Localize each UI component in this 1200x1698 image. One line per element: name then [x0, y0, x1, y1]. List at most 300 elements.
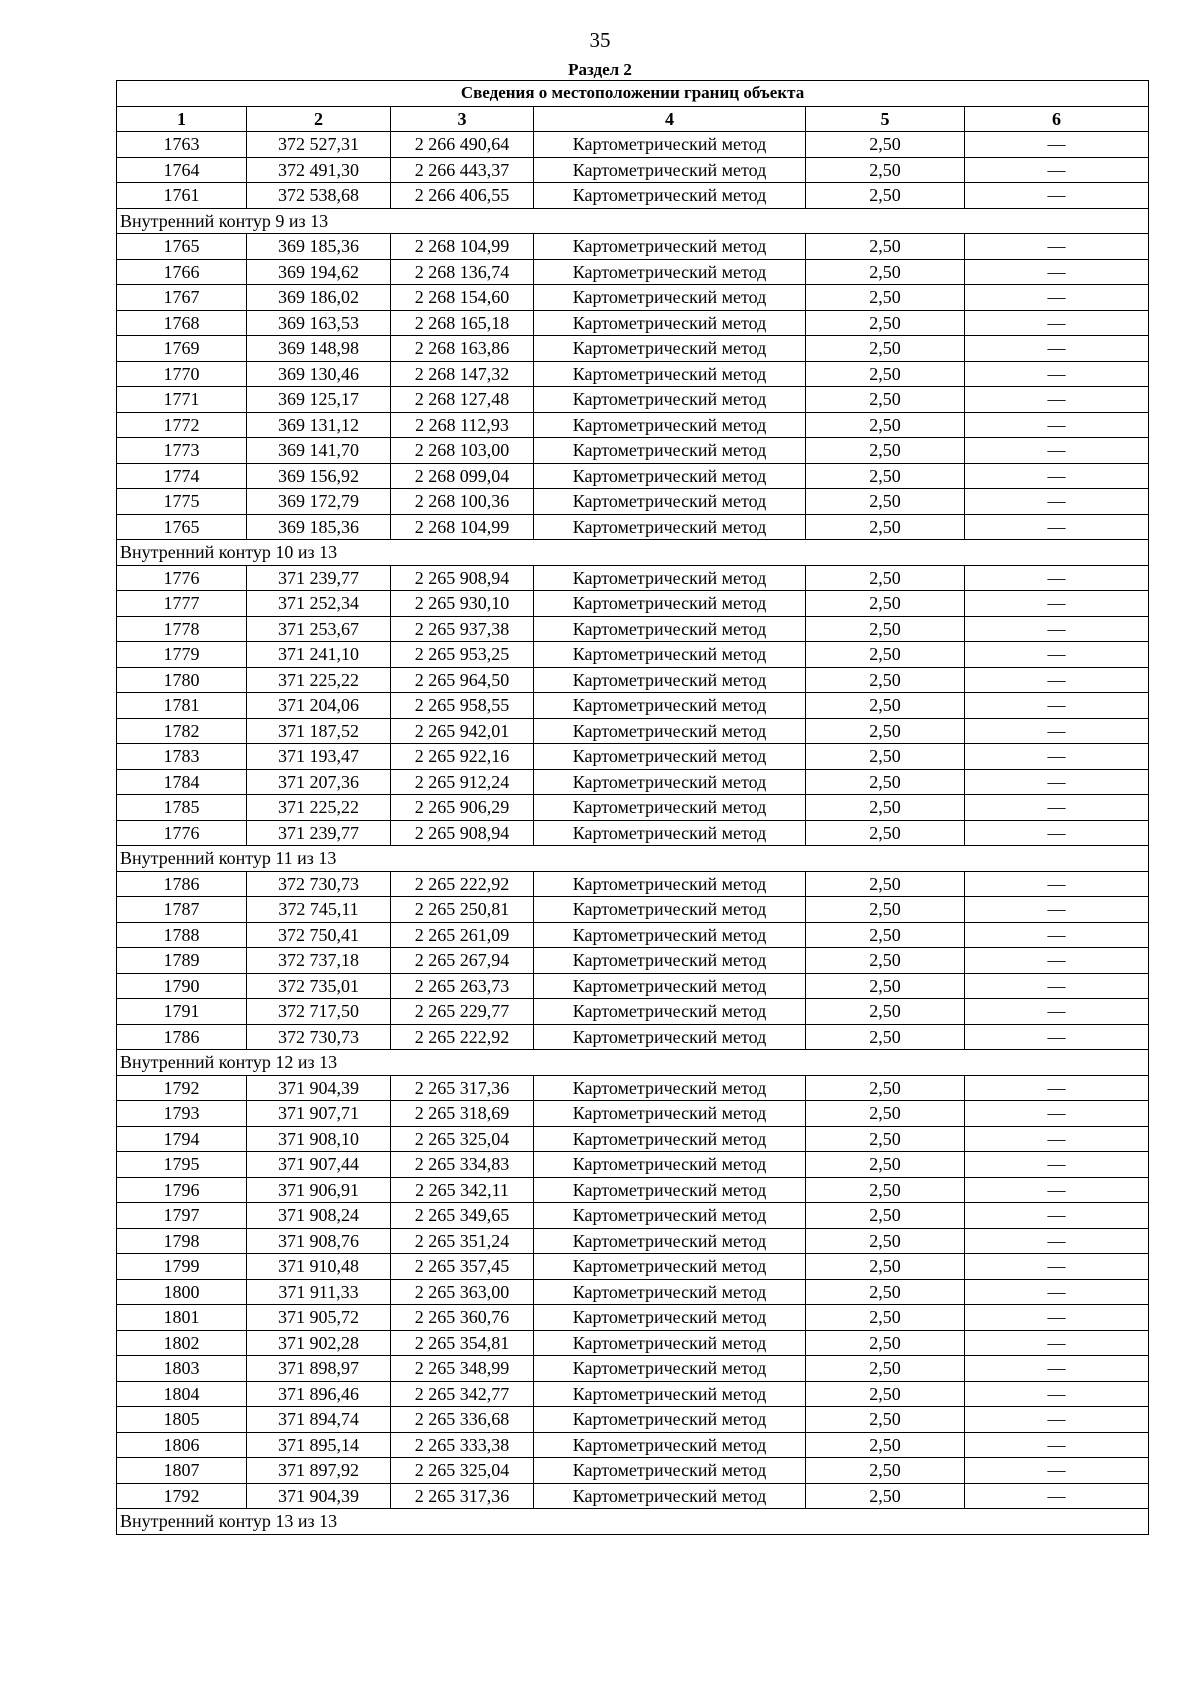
accuracy-cell: 2,50 [806, 387, 965, 413]
point-number-cell: 1786 [117, 871, 247, 897]
note-cell: — [965, 310, 1149, 336]
y-coordinate-cell: 2 265 360,76 [391, 1305, 534, 1331]
column-header: 5 [806, 106, 965, 132]
x-coordinate-cell: 372 750,41 [247, 922, 391, 948]
y-coordinate-cell: 2 265 964,50 [391, 667, 534, 693]
y-coordinate-cell: 2 265 333,38 [391, 1432, 534, 1458]
point-number-cell: 1792 [117, 1075, 247, 1101]
note-cell: — [965, 1381, 1149, 1407]
table-row [117, 616, 1149, 642]
page-number: 35 [589, 28, 611, 52]
table-row [117, 310, 1149, 336]
accuracy-cell: 2,50 [806, 1177, 965, 1203]
method-cell: Картометрический метод [534, 463, 806, 489]
table-row [117, 1254, 1149, 1280]
point-number-cell: 1798 [117, 1228, 247, 1254]
table-row [117, 463, 1149, 489]
accuracy-cell: 2,50 [806, 1024, 965, 1050]
y-coordinate-cell: 2 268 100,36 [391, 489, 534, 515]
point-number-cell: 1775 [117, 489, 247, 515]
point-number-cell: 1772 [117, 412, 247, 438]
point-number-cell: 1780 [117, 667, 247, 693]
table-row [117, 744, 1149, 770]
point-number-cell: 1777 [117, 591, 247, 617]
method-cell: Картометрический метод [534, 336, 806, 362]
method-cell: Картометрический метод [534, 259, 806, 285]
accuracy-cell: 2,50 [806, 132, 965, 158]
y-coordinate-cell: 2 265 317,36 [391, 1483, 534, 1509]
x-coordinate-cell: 371 898,97 [247, 1356, 391, 1382]
x-coordinate-cell: 372 745,11 [247, 897, 391, 923]
contour-label: Внутренний контур 13 из 13 [117, 1509, 1149, 1535]
table-row [117, 1356, 1149, 1382]
y-coordinate-cell: 2 268 154,60 [391, 285, 534, 311]
note-cell: — [965, 1458, 1149, 1484]
method-cell: Картометрический метод [534, 667, 806, 693]
point-number-cell: 1767 [117, 285, 247, 311]
note-cell: — [965, 412, 1149, 438]
y-coordinate-cell: 2 268 163,86 [391, 336, 534, 362]
accuracy-cell: 2,50 [806, 157, 965, 183]
y-coordinate-cell: 2 265 922,16 [391, 744, 534, 770]
table-row [117, 1330, 1149, 1356]
y-coordinate-cell: 2 265 908,94 [391, 820, 534, 846]
table-row [117, 412, 1149, 438]
y-coordinate-cell: 2 265 354,81 [391, 1330, 534, 1356]
table-row [117, 922, 1149, 948]
table-row [117, 769, 1149, 795]
point-number-cell: 1785 [117, 795, 247, 821]
accuracy-cell: 2,50 [806, 514, 965, 540]
x-coordinate-cell: 369 156,92 [247, 463, 391, 489]
y-coordinate-cell: 2 265 937,38 [391, 616, 534, 642]
x-coordinate-cell: 371 253,67 [247, 616, 391, 642]
point-number-cell: 1771 [117, 387, 247, 413]
point-number-cell: 1784 [117, 769, 247, 795]
accuracy-cell: 2,50 [806, 1407, 965, 1433]
point-number-cell: 1805 [117, 1407, 247, 1433]
y-coordinate-cell: 2 265 942,01 [391, 718, 534, 744]
accuracy-cell: 2,50 [806, 744, 965, 770]
note-cell: — [965, 897, 1149, 923]
x-coordinate-cell: 371 897,92 [247, 1458, 391, 1484]
accuracy-cell: 2,50 [806, 1432, 965, 1458]
note-cell: — [965, 1177, 1149, 1203]
y-coordinate-cell: 2 266 490,64 [391, 132, 534, 158]
accuracy-cell: 2,50 [806, 1483, 965, 1509]
y-coordinate-cell: 2 265 317,36 [391, 1075, 534, 1101]
note-cell: — [965, 1101, 1149, 1127]
accuracy-cell: 2,50 [806, 1228, 965, 1254]
table-row [117, 1279, 1149, 1305]
point-number-cell: 1799 [117, 1254, 247, 1280]
accuracy-cell: 2,50 [806, 948, 965, 974]
y-coordinate-cell: 2 265 342,11 [391, 1177, 534, 1203]
accuracy-cell: 2,50 [806, 1458, 965, 1484]
method-cell: Картометрический метод [534, 795, 806, 821]
point-number-cell: 1800 [117, 1279, 247, 1305]
method-cell: Картометрический метод [534, 1407, 806, 1433]
accuracy-cell: 2,50 [806, 183, 965, 209]
point-number-cell: 1776 [117, 565, 247, 591]
table-row [117, 795, 1149, 821]
contour-label: Внутренний контур 11 из 13 [117, 846, 1149, 872]
method-cell: Картометрический метод [534, 1330, 806, 1356]
note-cell: — [965, 336, 1149, 362]
table-row [117, 718, 1149, 744]
method-cell: Картометрический метод [534, 285, 806, 311]
note-cell: — [965, 463, 1149, 489]
accuracy-cell: 2,50 [806, 922, 965, 948]
table-row [117, 1381, 1149, 1407]
point-number-cell: 1789 [117, 948, 247, 974]
method-cell: Картометрический метод [534, 871, 806, 897]
table-row [117, 642, 1149, 668]
x-coordinate-cell: 371 239,77 [247, 820, 391, 846]
accuracy-cell: 2,50 [806, 234, 965, 260]
y-coordinate-cell: 2 268 147,32 [391, 361, 534, 387]
note-cell: — [965, 1126, 1149, 1152]
point-number-cell: 1786 [117, 1024, 247, 1050]
method-cell: Картометрический метод [534, 514, 806, 540]
x-coordinate-cell: 369 141,70 [247, 438, 391, 464]
note-cell: — [965, 591, 1149, 617]
point-number-cell: 1792 [117, 1483, 247, 1509]
note-cell: — [965, 1330, 1149, 1356]
x-coordinate-cell: 371 907,44 [247, 1152, 391, 1178]
point-number-cell: 1765 [117, 514, 247, 540]
x-coordinate-cell: 371 895,14 [247, 1432, 391, 1458]
y-coordinate-cell: 2 265 348,99 [391, 1356, 534, 1382]
x-coordinate-cell: 371 239,77 [247, 565, 391, 591]
point-number-cell: 1804 [117, 1381, 247, 1407]
x-coordinate-cell: 371 910,48 [247, 1254, 391, 1280]
y-coordinate-cell: 2 268 165,18 [391, 310, 534, 336]
accuracy-cell: 2,50 [806, 1356, 965, 1382]
table-row [117, 157, 1149, 183]
point-number-cell: 1802 [117, 1330, 247, 1356]
x-coordinate-cell: 371 193,47 [247, 744, 391, 770]
x-coordinate-cell: 371 241,10 [247, 642, 391, 668]
point-number-cell: 1774 [117, 463, 247, 489]
y-coordinate-cell: 2 268 104,99 [391, 234, 534, 260]
y-coordinate-cell: 2 266 443,37 [391, 157, 534, 183]
x-coordinate-cell: 369 125,17 [247, 387, 391, 413]
accuracy-cell: 2,50 [806, 642, 965, 668]
x-coordinate-cell: 371 252,34 [247, 591, 391, 617]
point-number-cell: 1793 [117, 1101, 247, 1127]
method-cell: Картометрический метод [534, 183, 806, 209]
note-cell: — [965, 234, 1149, 260]
point-number-cell: 1763 [117, 132, 247, 158]
point-number-cell: 1795 [117, 1152, 247, 1178]
y-coordinate-cell: 2 265 342,77 [391, 1381, 534, 1407]
point-number-cell: 1770 [117, 361, 247, 387]
x-coordinate-cell: 371 187,52 [247, 718, 391, 744]
point-number-cell: 1764 [117, 157, 247, 183]
x-coordinate-cell: 369 148,98 [247, 336, 391, 362]
point-number-cell: 1803 [117, 1356, 247, 1382]
y-coordinate-cell: 2 268 104,99 [391, 514, 534, 540]
table-row [117, 1228, 1149, 1254]
x-coordinate-cell: 369 186,02 [247, 285, 391, 311]
accuracy-cell: 2,50 [806, 667, 965, 693]
y-coordinate-cell: 2 265 222,92 [391, 1024, 534, 1050]
x-coordinate-cell: 372 735,01 [247, 973, 391, 999]
table-row [117, 1101, 1149, 1127]
table-row [117, 514, 1149, 540]
accuracy-cell: 2,50 [806, 897, 965, 923]
x-coordinate-cell: 372 730,73 [247, 1024, 391, 1050]
note-cell: — [965, 514, 1149, 540]
note-cell: — [965, 616, 1149, 642]
contour-label: Внутренний контур 9 из 13 [117, 208, 1149, 234]
x-coordinate-cell: 371 225,22 [247, 667, 391, 693]
table-body [117, 132, 1149, 1535]
table-row [117, 132, 1149, 158]
accuracy-cell: 2,50 [806, 1254, 965, 1280]
method-cell: Картометрический метод [534, 361, 806, 387]
method-cell: Картометрический метод [534, 234, 806, 260]
point-number-cell: 1796 [117, 1177, 247, 1203]
accuracy-cell: 2,50 [806, 285, 965, 311]
note-cell: — [965, 744, 1149, 770]
table-row [117, 871, 1149, 897]
point-number-cell: 1765 [117, 234, 247, 260]
accuracy-cell: 2,50 [806, 1279, 965, 1305]
note-cell: — [965, 438, 1149, 464]
note-cell: — [965, 259, 1149, 285]
note-cell: — [965, 387, 1149, 413]
y-coordinate-cell: 2 265 357,45 [391, 1254, 534, 1280]
method-cell: Картометрический метод [534, 1279, 806, 1305]
method-cell: Картометрический метод [534, 642, 806, 668]
point-number-cell: 1776 [117, 820, 247, 846]
coordinates-table [116, 80, 1149, 1535]
x-coordinate-cell: 372 527,31 [247, 132, 391, 158]
accuracy-cell: 2,50 [806, 591, 965, 617]
method-cell: Картометрический метод [534, 591, 806, 617]
table-row [117, 591, 1149, 617]
y-coordinate-cell: 2 265 261,09 [391, 922, 534, 948]
point-number-cell: 1806 [117, 1432, 247, 1458]
point-number-cell: 1781 [117, 693, 247, 719]
note-cell: — [965, 157, 1149, 183]
method-cell: Картометрический метод [534, 744, 806, 770]
accuracy-cell: 2,50 [806, 795, 965, 821]
note-cell: — [965, 1407, 1149, 1433]
accuracy-cell: 2,50 [806, 1075, 965, 1101]
accuracy-cell: 2,50 [806, 1203, 965, 1229]
y-coordinate-cell: 2 265 229,77 [391, 999, 534, 1025]
contour-row [117, 846, 1149, 872]
accuracy-cell: 2,50 [806, 1126, 965, 1152]
accuracy-cell: 2,50 [806, 438, 965, 464]
contour-row [117, 540, 1149, 566]
x-coordinate-cell: 371 906,91 [247, 1177, 391, 1203]
y-coordinate-cell: 2 265 953,25 [391, 642, 534, 668]
method-cell: Картометрический метод [534, 1305, 806, 1331]
method-cell: Картометрический метод [534, 1101, 806, 1127]
y-coordinate-cell: 2 268 127,48 [391, 387, 534, 413]
accuracy-cell: 2,50 [806, 820, 965, 846]
method-cell: Картометрический метод [534, 1254, 806, 1280]
column-header: 1 [117, 106, 247, 132]
y-coordinate-cell: 2 265 250,81 [391, 897, 534, 923]
table-row [117, 259, 1149, 285]
method-cell: Картометрический метод [534, 132, 806, 158]
contour-row [117, 1509, 1149, 1535]
y-coordinate-cell: 2 265 363,00 [391, 1279, 534, 1305]
note-cell: — [965, 1024, 1149, 1050]
table-row [117, 387, 1149, 413]
method-cell: Картометрический метод [534, 1228, 806, 1254]
y-coordinate-cell: 2 265 334,83 [391, 1152, 534, 1178]
x-coordinate-cell: 369 185,36 [247, 234, 391, 260]
y-coordinate-cell: 2 268 103,00 [391, 438, 534, 464]
note-cell: — [965, 565, 1149, 591]
x-coordinate-cell: 369 172,79 [247, 489, 391, 515]
accuracy-cell: 2,50 [806, 999, 965, 1025]
accuracy-cell: 2,50 [806, 1152, 965, 1178]
accuracy-cell: 2,50 [806, 693, 965, 719]
note-cell: — [965, 1279, 1149, 1305]
table-row [117, 234, 1149, 260]
method-cell: Картометрический метод [534, 948, 806, 974]
table-row [117, 1152, 1149, 1178]
method-cell: Картометрический метод [534, 489, 806, 515]
table-caption-row [117, 81, 1149, 107]
note-cell: — [965, 489, 1149, 515]
y-coordinate-cell: 2 265 912,24 [391, 769, 534, 795]
y-coordinate-cell: 2 265 908,94 [391, 565, 534, 591]
point-number-cell: 1778 [117, 616, 247, 642]
x-coordinate-cell: 369 130,46 [247, 361, 391, 387]
note-cell: — [965, 361, 1149, 387]
note-cell: — [965, 1483, 1149, 1509]
method-cell: Картометрический метод [534, 973, 806, 999]
note-cell: — [965, 1075, 1149, 1101]
table-row [117, 667, 1149, 693]
note-cell: — [965, 769, 1149, 795]
method-cell: Картометрический метод [534, 1152, 806, 1178]
note-cell: — [965, 642, 1149, 668]
contour-row [117, 208, 1149, 234]
accuracy-cell: 2,50 [806, 769, 965, 795]
table-row [117, 897, 1149, 923]
point-number-cell: 1769 [117, 336, 247, 362]
table-row [117, 361, 1149, 387]
y-coordinate-cell: 2 266 406,55 [391, 183, 534, 209]
accuracy-cell: 2,50 [806, 616, 965, 642]
accuracy-cell: 2,50 [806, 361, 965, 387]
x-coordinate-cell: 371 894,74 [247, 1407, 391, 1433]
note-cell: — [965, 795, 1149, 821]
note-cell: — [965, 820, 1149, 846]
table-row [117, 565, 1149, 591]
note-cell: — [965, 948, 1149, 974]
x-coordinate-cell: 372 491,30 [247, 157, 391, 183]
note-cell: — [965, 1356, 1149, 1382]
method-cell: Картометрический метод [534, 1483, 806, 1509]
table-caption: Сведения о местоположении границ объекта [117, 81, 1149, 107]
section-title: Раздел 2 [568, 60, 632, 79]
y-coordinate-cell: 2 265 267,94 [391, 948, 534, 974]
note-cell: — [965, 999, 1149, 1025]
x-coordinate-cell: 371 907,71 [247, 1101, 391, 1127]
x-coordinate-cell: 371 207,36 [247, 769, 391, 795]
x-coordinate-cell: 371 902,28 [247, 1330, 391, 1356]
y-coordinate-cell: 2 265 318,69 [391, 1101, 534, 1127]
point-number-cell: 1791 [117, 999, 247, 1025]
note-cell: — [965, 1432, 1149, 1458]
method-cell: Картометрический метод [534, 1177, 806, 1203]
table-row [117, 336, 1149, 362]
method-cell: Картометрический метод [534, 820, 806, 846]
note-cell: — [965, 922, 1149, 948]
x-coordinate-cell: 371 904,39 [247, 1483, 391, 1509]
note-cell: — [965, 667, 1149, 693]
table-row [117, 1024, 1149, 1050]
method-cell: Картометрический метод [534, 1126, 806, 1152]
column-header: 6 [965, 106, 1149, 132]
method-cell: Картометрический метод [534, 718, 806, 744]
point-number-cell: 1779 [117, 642, 247, 668]
x-coordinate-cell: 371 225,22 [247, 795, 391, 821]
x-coordinate-cell: 371 904,39 [247, 1075, 391, 1101]
accuracy-cell: 2,50 [806, 489, 965, 515]
column-header-row [117, 106, 1149, 132]
y-coordinate-cell: 2 268 136,74 [391, 259, 534, 285]
method-cell: Картометрический метод [534, 1075, 806, 1101]
method-cell: Картометрический метод [534, 438, 806, 464]
method-cell: Картометрический метод [534, 922, 806, 948]
y-coordinate-cell: 2 265 351,24 [391, 1228, 534, 1254]
table-row [117, 1432, 1149, 1458]
column-header: 3 [391, 106, 534, 132]
x-coordinate-cell: 371 905,72 [247, 1305, 391, 1331]
accuracy-cell: 2,50 [806, 259, 965, 285]
note-cell: — [965, 1152, 1149, 1178]
y-coordinate-cell: 2 268 112,93 [391, 412, 534, 438]
note-cell: — [965, 1203, 1149, 1229]
note-cell: — [965, 718, 1149, 744]
note-cell: — [965, 871, 1149, 897]
accuracy-cell: 2,50 [806, 1305, 965, 1331]
accuracy-cell: 2,50 [806, 310, 965, 336]
method-cell: Картометрический метод [534, 1381, 806, 1407]
method-cell: Картометрический метод [534, 310, 806, 336]
point-number-cell: 1801 [117, 1305, 247, 1331]
note-cell: — [965, 1305, 1149, 1331]
point-number-cell: 1768 [117, 310, 247, 336]
x-coordinate-cell: 372 717,50 [247, 999, 391, 1025]
column-header: 4 [534, 106, 806, 132]
point-number-cell: 1807 [117, 1458, 247, 1484]
table-row [117, 1203, 1149, 1229]
method-cell: Картометрический метод [534, 1203, 806, 1229]
table-row [117, 1177, 1149, 1203]
y-coordinate-cell: 2 265 336,68 [391, 1407, 534, 1433]
accuracy-cell: 2,50 [806, 718, 965, 744]
method-cell: Картометрический метод [534, 693, 806, 719]
point-number-cell: 1790 [117, 973, 247, 999]
method-cell: Картометрический метод [534, 999, 806, 1025]
x-coordinate-cell: 369 163,53 [247, 310, 391, 336]
table-row [117, 1075, 1149, 1101]
y-coordinate-cell: 2 265 325,04 [391, 1458, 534, 1484]
method-cell: Картометрический метод [534, 565, 806, 591]
